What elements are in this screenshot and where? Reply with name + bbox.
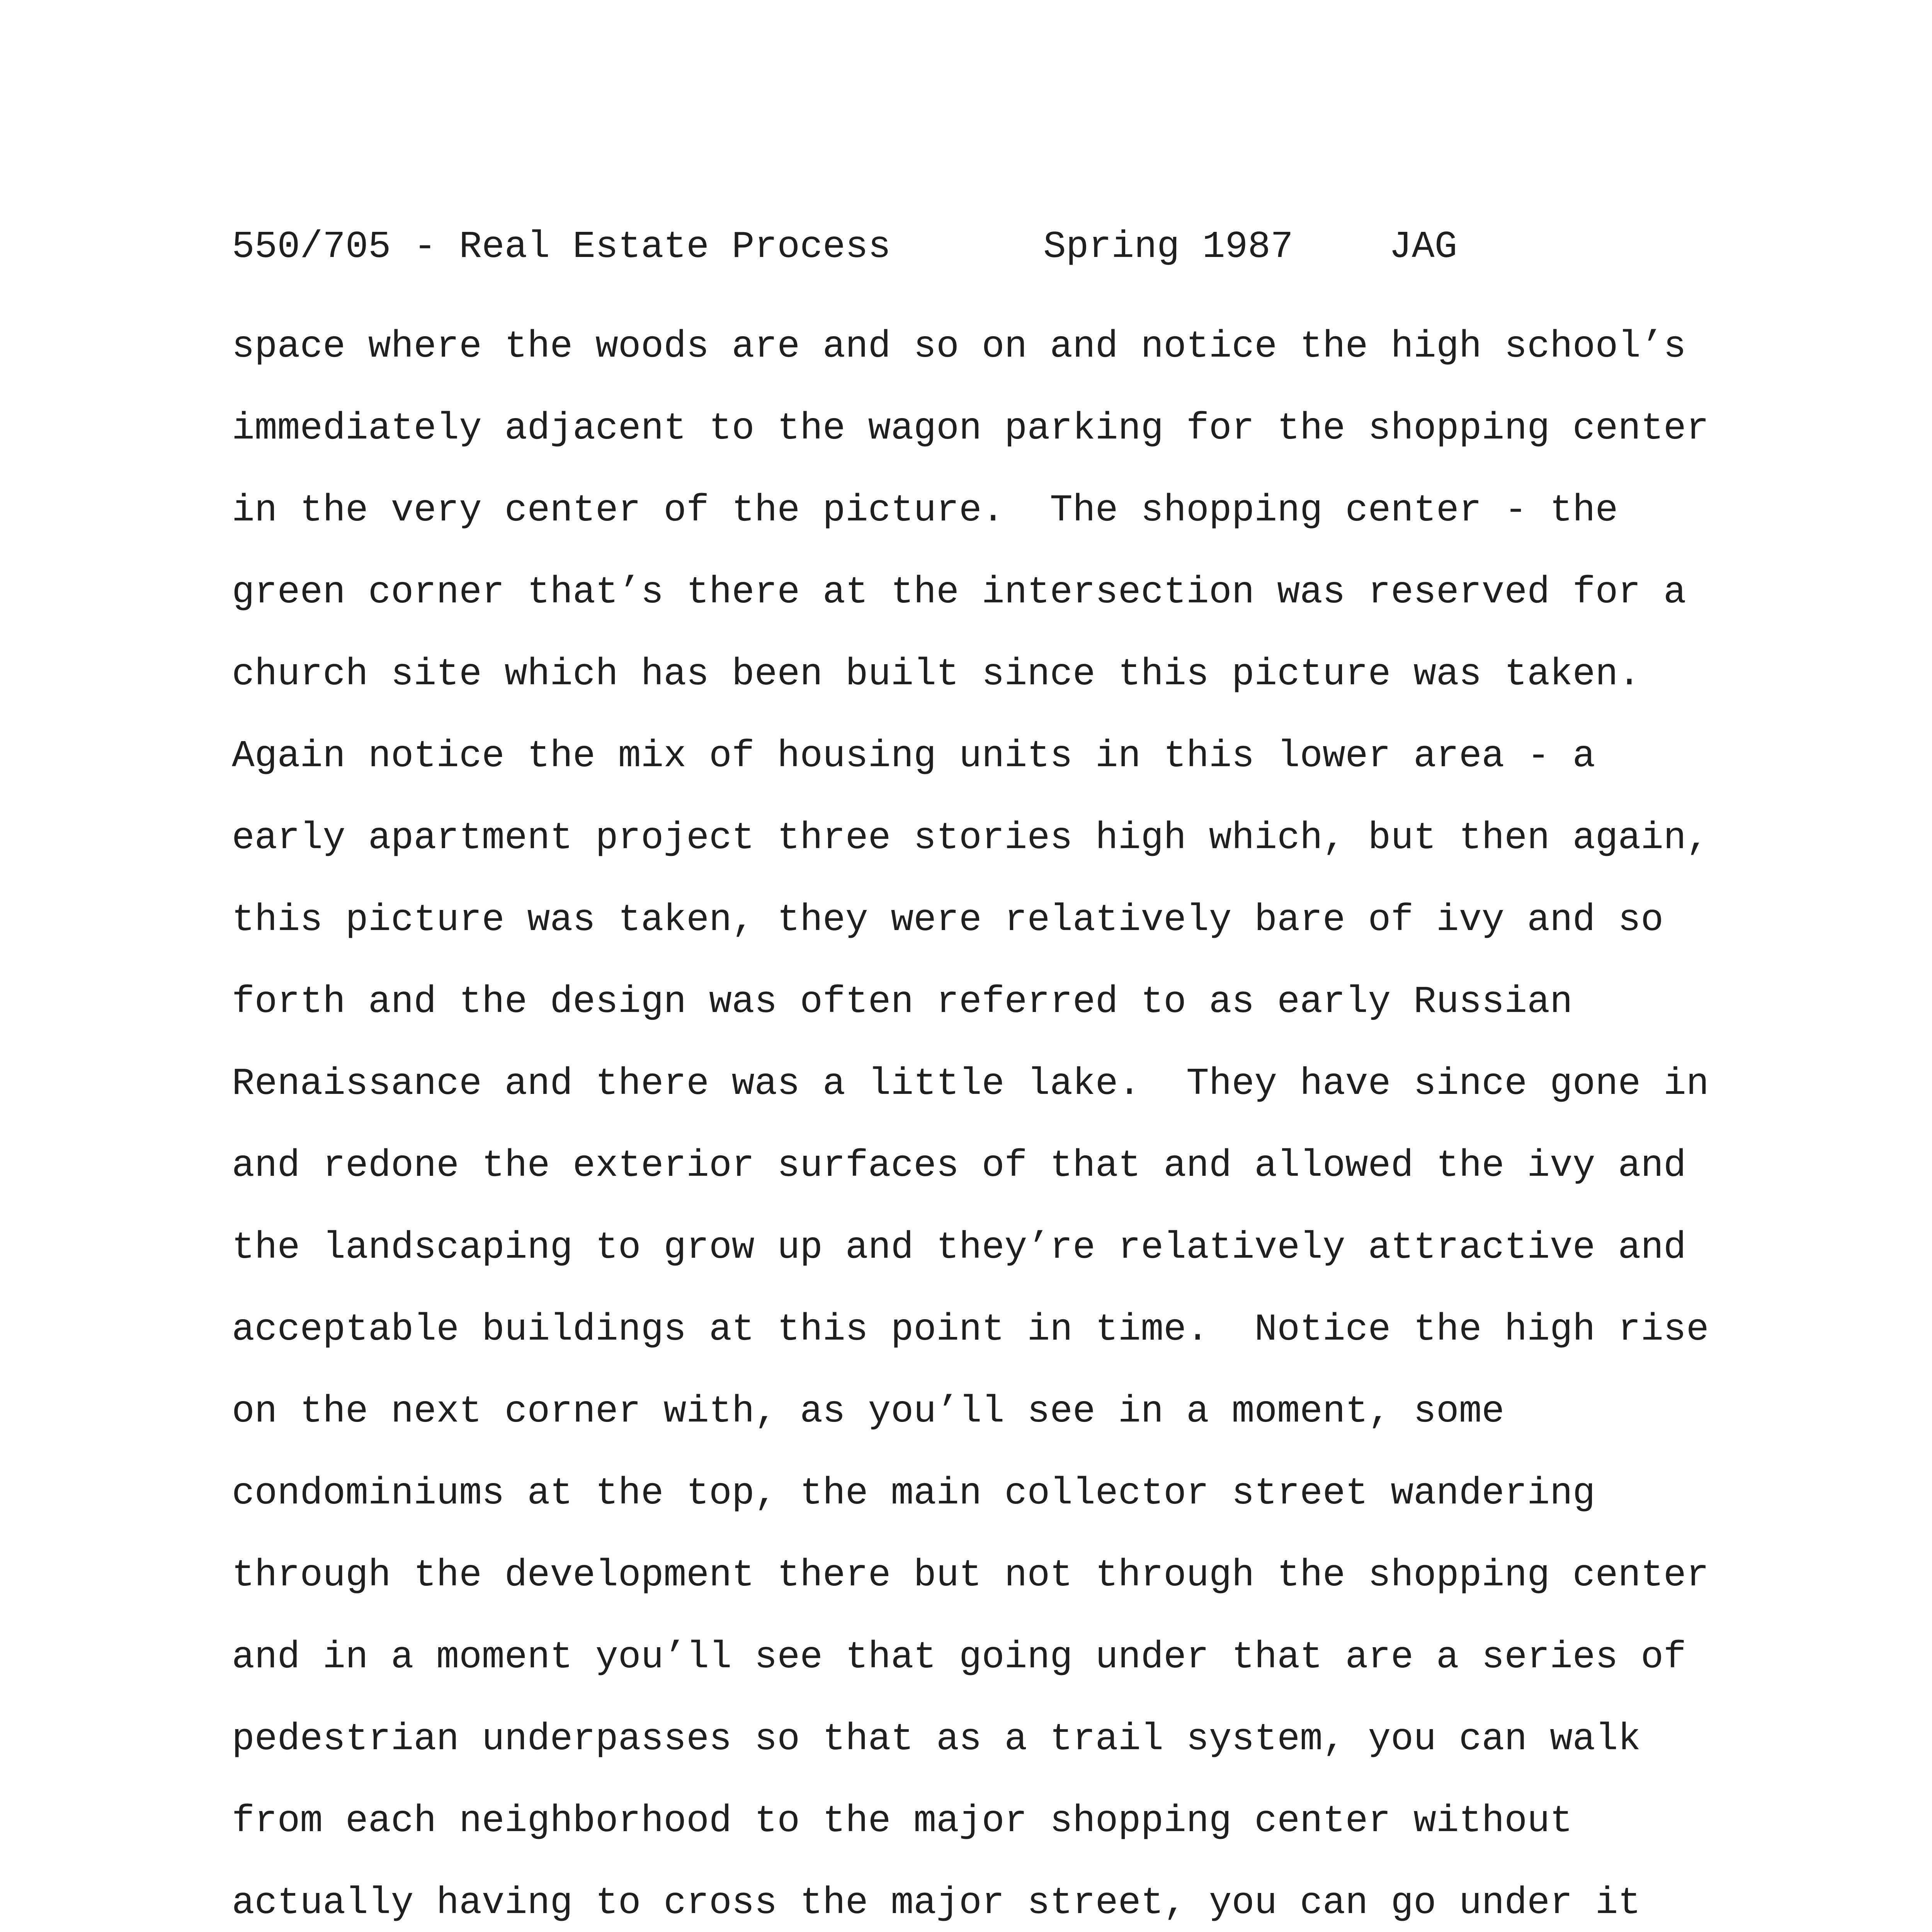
text-line: acceptable buildings at this point in time. Notice the high rise xyxy=(232,1308,1709,1351)
text-line: early apartment project three stories high which, but then again, xyxy=(232,817,1709,860)
text-line: the landscaping to grow up and they’re relatively attractive and xyxy=(232,1226,1686,1269)
text-line: green corner that’s there at the intersection was reserved for a xyxy=(232,571,1686,614)
text-line: forth and the design was often referred to as early Russian xyxy=(232,981,1573,1024)
text-line: from each neighborhood to the major shopping center without xyxy=(232,1800,1573,1843)
text-line: on the next corner with, as you’ll see in a moment, some xyxy=(232,1390,1505,1433)
text-line: actually having to cross the major street, you can go under it xyxy=(232,1882,1641,1925)
text-line: through the development there but not through the shopping center xyxy=(232,1554,1709,1597)
page-header xyxy=(232,224,1855,270)
text-line: immediately adjacent to the wagon parking for the shopping center xyxy=(232,407,1709,450)
text-line: and in a moment you’ll see that going under that are a series of xyxy=(232,1636,1686,1679)
author-initials: JAG xyxy=(1389,226,1458,269)
transcript-body xyxy=(232,306,1777,1932)
text-line: pedestrian underpasses so that as a trail system, you can walk xyxy=(232,1718,1641,1761)
term-label: Spring 1987 xyxy=(1043,226,1293,269)
text-line: church site which has been built since this picture was taken. xyxy=(232,653,1641,696)
text-line: Again notice the mix of housing units in this lower area - a xyxy=(232,735,1595,778)
text-line: in the very center of the picture. The shopping center - the xyxy=(232,489,1618,532)
text-line: condominiums at the top, the main collector street wandering xyxy=(232,1472,1595,1515)
text-line: this picture was taken, they were relatively bare of ivy and so xyxy=(232,899,1664,942)
course-title: 550/705 - Real Estate Process xyxy=(232,226,891,269)
text-line: space where the woods are and so on and notice the high school’s xyxy=(232,325,1686,368)
text-line: and redone the exterior surfaces of that and allowed the ivy and xyxy=(232,1145,1686,1187)
text-line: Renaissance and there was a little lake. They have since gone in xyxy=(232,1063,1709,1105)
